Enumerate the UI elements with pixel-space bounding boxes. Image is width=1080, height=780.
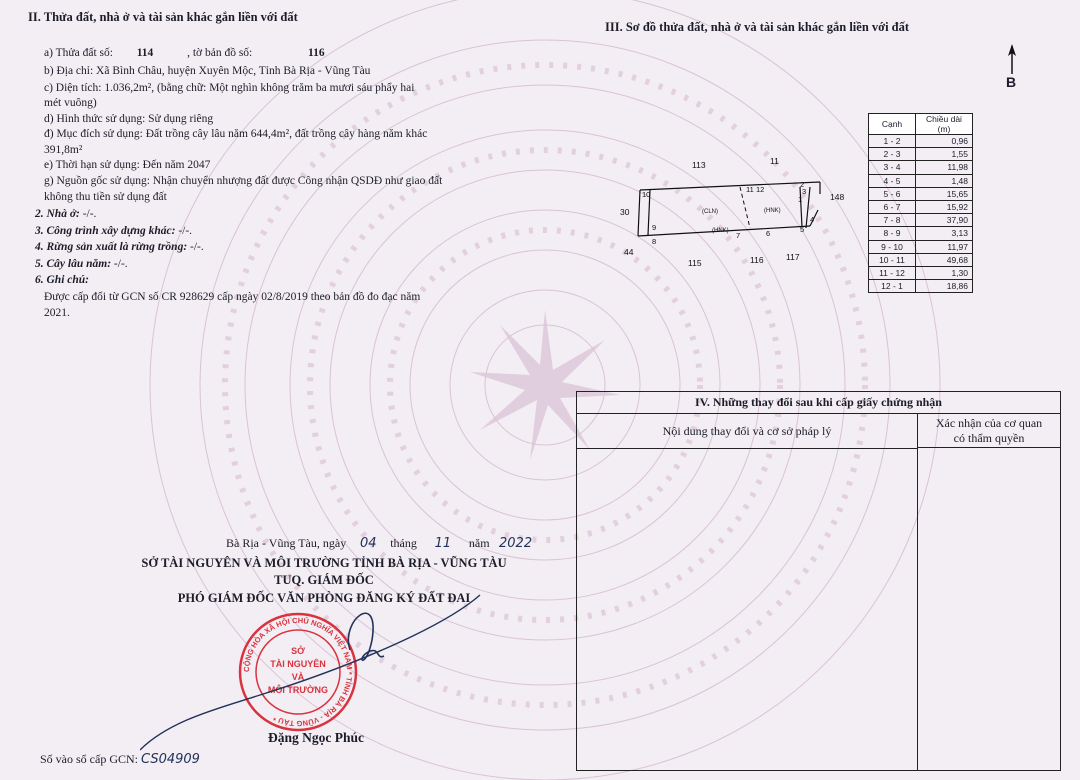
length-cell: 1,55 [916,148,973,161]
edge-cell: 11 - 12 [869,266,916,279]
usage-form-line: d) Hình thức sử dụng: Sử dụng riêng [44,113,214,125]
length-cell: 1,30 [916,266,973,279]
register-line [40,752,200,767]
authority-name: SỞ TÀI NGUYÊN VÀ MÔI TRƯỜNG TỈNH BÀ RỊA - VŨNG TÀU [141,556,507,570]
authority-confirmation-header [918,414,1060,448]
table-row [869,266,973,279]
changes-table [576,391,1061,771]
length-cell: 11,97 [916,240,973,253]
vertex-4: 4 [810,215,815,224]
edge-cell: 12 - 1 [869,280,916,293]
perennial-line [35,258,128,270]
edge-cell: 1 - 2 [869,135,916,148]
table-row [869,214,973,227]
neighbor-113: 113 [692,160,706,170]
vertex-9: 9 [652,223,657,232]
edge-cell: 6 - 7 [869,200,916,213]
table-row [869,253,973,266]
perennial-label: 5. Cây lâu năm: [35,258,112,270]
authority-header-line2: có thẩm quyền [953,431,1025,445]
construction-value: -/-. [178,225,193,237]
notes-label: 6. Ghi chú: [35,274,89,286]
construction-line [35,225,192,237]
vertex-3: 3 [802,187,807,196]
parcel-label: a) Thửa đất số: [44,47,113,59]
edge-cell: 5 - 6 [869,187,916,200]
month-label: tháng [390,536,417,550]
land-type-hnk-2: (HNK) [712,228,729,234]
vertex-10: 10 [642,190,651,199]
purpose-line: đ) Mục đích sử dụng: Đất trồng cây lâu năm 644,4m², đất trồng cây hàng năm khác [44,128,428,140]
area-line-cont: mét vuông) [44,97,97,109]
land-type-cln: (CLN) [702,209,718,215]
section4-title: IV. Những thay đổi sau khi cấp giấy chứng nhận [577,392,1060,414]
address-line: b) Địa chỉ: Xã Bình Châu, huyện Xuyên Mộc, Tỉnh Bà Rịa - Vũng Tàu [44,65,371,77]
area-line: c) Diện tích: 1.036,2m², (bằng chữ: Một nghìn không trăm ba mươi sáu phẩy hai [44,82,415,94]
house-value: -/-. [82,208,97,220]
table-row [869,161,973,174]
year-label: năm [468,536,490,550]
header-edge: Cạnh [869,114,916,135]
stamp-line-1: SỞ [291,646,305,656]
table-row [869,240,973,253]
edge-cell: 2 - 3 [869,148,916,161]
neighbor-148: 148 [830,192,845,202]
place-date-line [226,536,539,551]
purpose-line-cont: 391,8m² [44,144,83,156]
length-cell: 37,90 [916,214,973,227]
edge-length-table [868,113,973,293]
sign-year: 2022 [499,536,533,551]
length-cell: 1,48 [916,174,973,187]
north-label: B [1006,74,1017,90]
section3-title: III. Sơ đồ thửa đất, nhà ở và tài sản khác gắn liền với đất [605,20,910,34]
length-cell: 49,68 [916,253,973,266]
stamp-ring-text: CỘNG HÒA XÃ HỘI CHỦ NGHĨA VIỆT NAM * TỈNH BÀ RỊA - VŨNG TÀU * [241,615,355,729]
length-cell: 11,98 [916,161,973,174]
table-row [869,135,973,148]
edge-cell: 7 - 8 [869,214,916,227]
house-label: 2. Nhà ở: [35,208,80,220]
vertex-12: 12 [756,185,765,194]
vertex-2: 2 [800,180,805,189]
register-label: Số vào sổ cấp GCN: [40,752,138,766]
signer-name: Đặng Ngọc Phúc [268,730,365,745]
table-row [869,227,973,240]
parcel-sketch [610,150,850,270]
perennial-value: -/-. [113,258,128,270]
edge-cell: 9 - 10 [869,240,916,253]
length-cell: 0,96 [916,135,973,148]
forest-line [35,241,204,253]
table-row [869,174,973,187]
neighbor-115: 115 [688,258,702,268]
stamp-line-2: TÀI NGUYÊN [270,659,326,669]
vertex-11: 11 [746,185,754,194]
table-row [869,280,973,293]
term-line: e) Thời hạn sử dụng: Đến năm 2047 [44,159,211,171]
changes-content-header: Nội dung thay đổi và cơ sở pháp lý [577,414,918,449]
table-header-row [869,114,973,135]
table-row [869,200,973,213]
register-number: CS04909 [141,752,200,767]
parcel-line [44,47,325,59]
length-cell: 15,65 [916,187,973,200]
length-cell: 3,13 [916,227,973,240]
length-cell: 18,86 [916,280,973,293]
map-sheet-number: 116 [308,47,325,59]
forest-label: 4. Rừng sản xuất là rừng trồng: [35,241,188,253]
section2-title: II. Thửa đất, nhà ở và tài sản khác gắn liền với đất [28,10,298,24]
table-row [869,148,973,161]
table-row [869,187,973,200]
tuq-title: TUQ. GIÁM ĐỐC [274,573,374,587]
neighbor-117: 117 [786,252,800,262]
deputy-title: PHÓ GIÁM ĐỐC VĂN PHÒNG ĐĂNG KÝ ĐẤT ĐAI [177,591,471,605]
header-length: Chiều dài (m) [916,114,973,135]
parcel-number: 114 [136,47,154,59]
vertex-1: 1 [798,195,803,204]
stamp-line-4: MÔI TRƯỜNG [267,685,329,695]
edge-cell: 4 - 5 [869,174,916,187]
vertex-6: 6 [766,229,771,238]
sign-month: 11 [434,536,452,551]
origin-line: g) Nguồn gốc sử dụng: Nhận chuyển nhượng đất được Công nhận QSDĐ như giao đất [44,175,443,187]
vertex-5: 5 [800,225,805,234]
map-sheet-label: , tờ bản đồ số: [187,47,253,59]
neighbor-11: 11 [770,156,779,166]
neighbor-30: 30 [620,207,630,217]
note-line: Được cấp đổi từ GCN số CR 928629 cấp ngày 02/8/2019 theo bản đồ đo đạc năm [44,291,421,303]
neighbor-116: 116 [750,255,764,265]
land-type-hnk: (HNK) [764,208,781,214]
place-date-prefix: Bà Rịa - Vũng Tàu, ngày [226,536,347,550]
origin-line-cont: không thu tiền sử dụng đất [44,191,167,203]
vertex-7: 7 [736,231,741,240]
edge-cell: 10 - 11 [869,253,916,266]
length-cell: 15,92 [916,200,973,213]
authority-header-line1: Xác nhận của cơ quan [935,416,1043,430]
edge-cell: 3 - 4 [869,161,916,174]
sign-day: 04 [359,536,377,551]
house-line [35,208,96,220]
forest-value: -/-. [190,241,204,253]
construction-label: 3. Công trình xây dựng khác: [35,225,176,237]
neighbor-44: 44 [624,247,634,257]
note-line-cont: 2021. [44,307,70,319]
vertex-8: 8 [652,237,657,246]
edge-cell: 8 - 9 [869,227,916,240]
column-divider [917,448,918,770]
stamp-line-3: VÀ [291,672,305,682]
